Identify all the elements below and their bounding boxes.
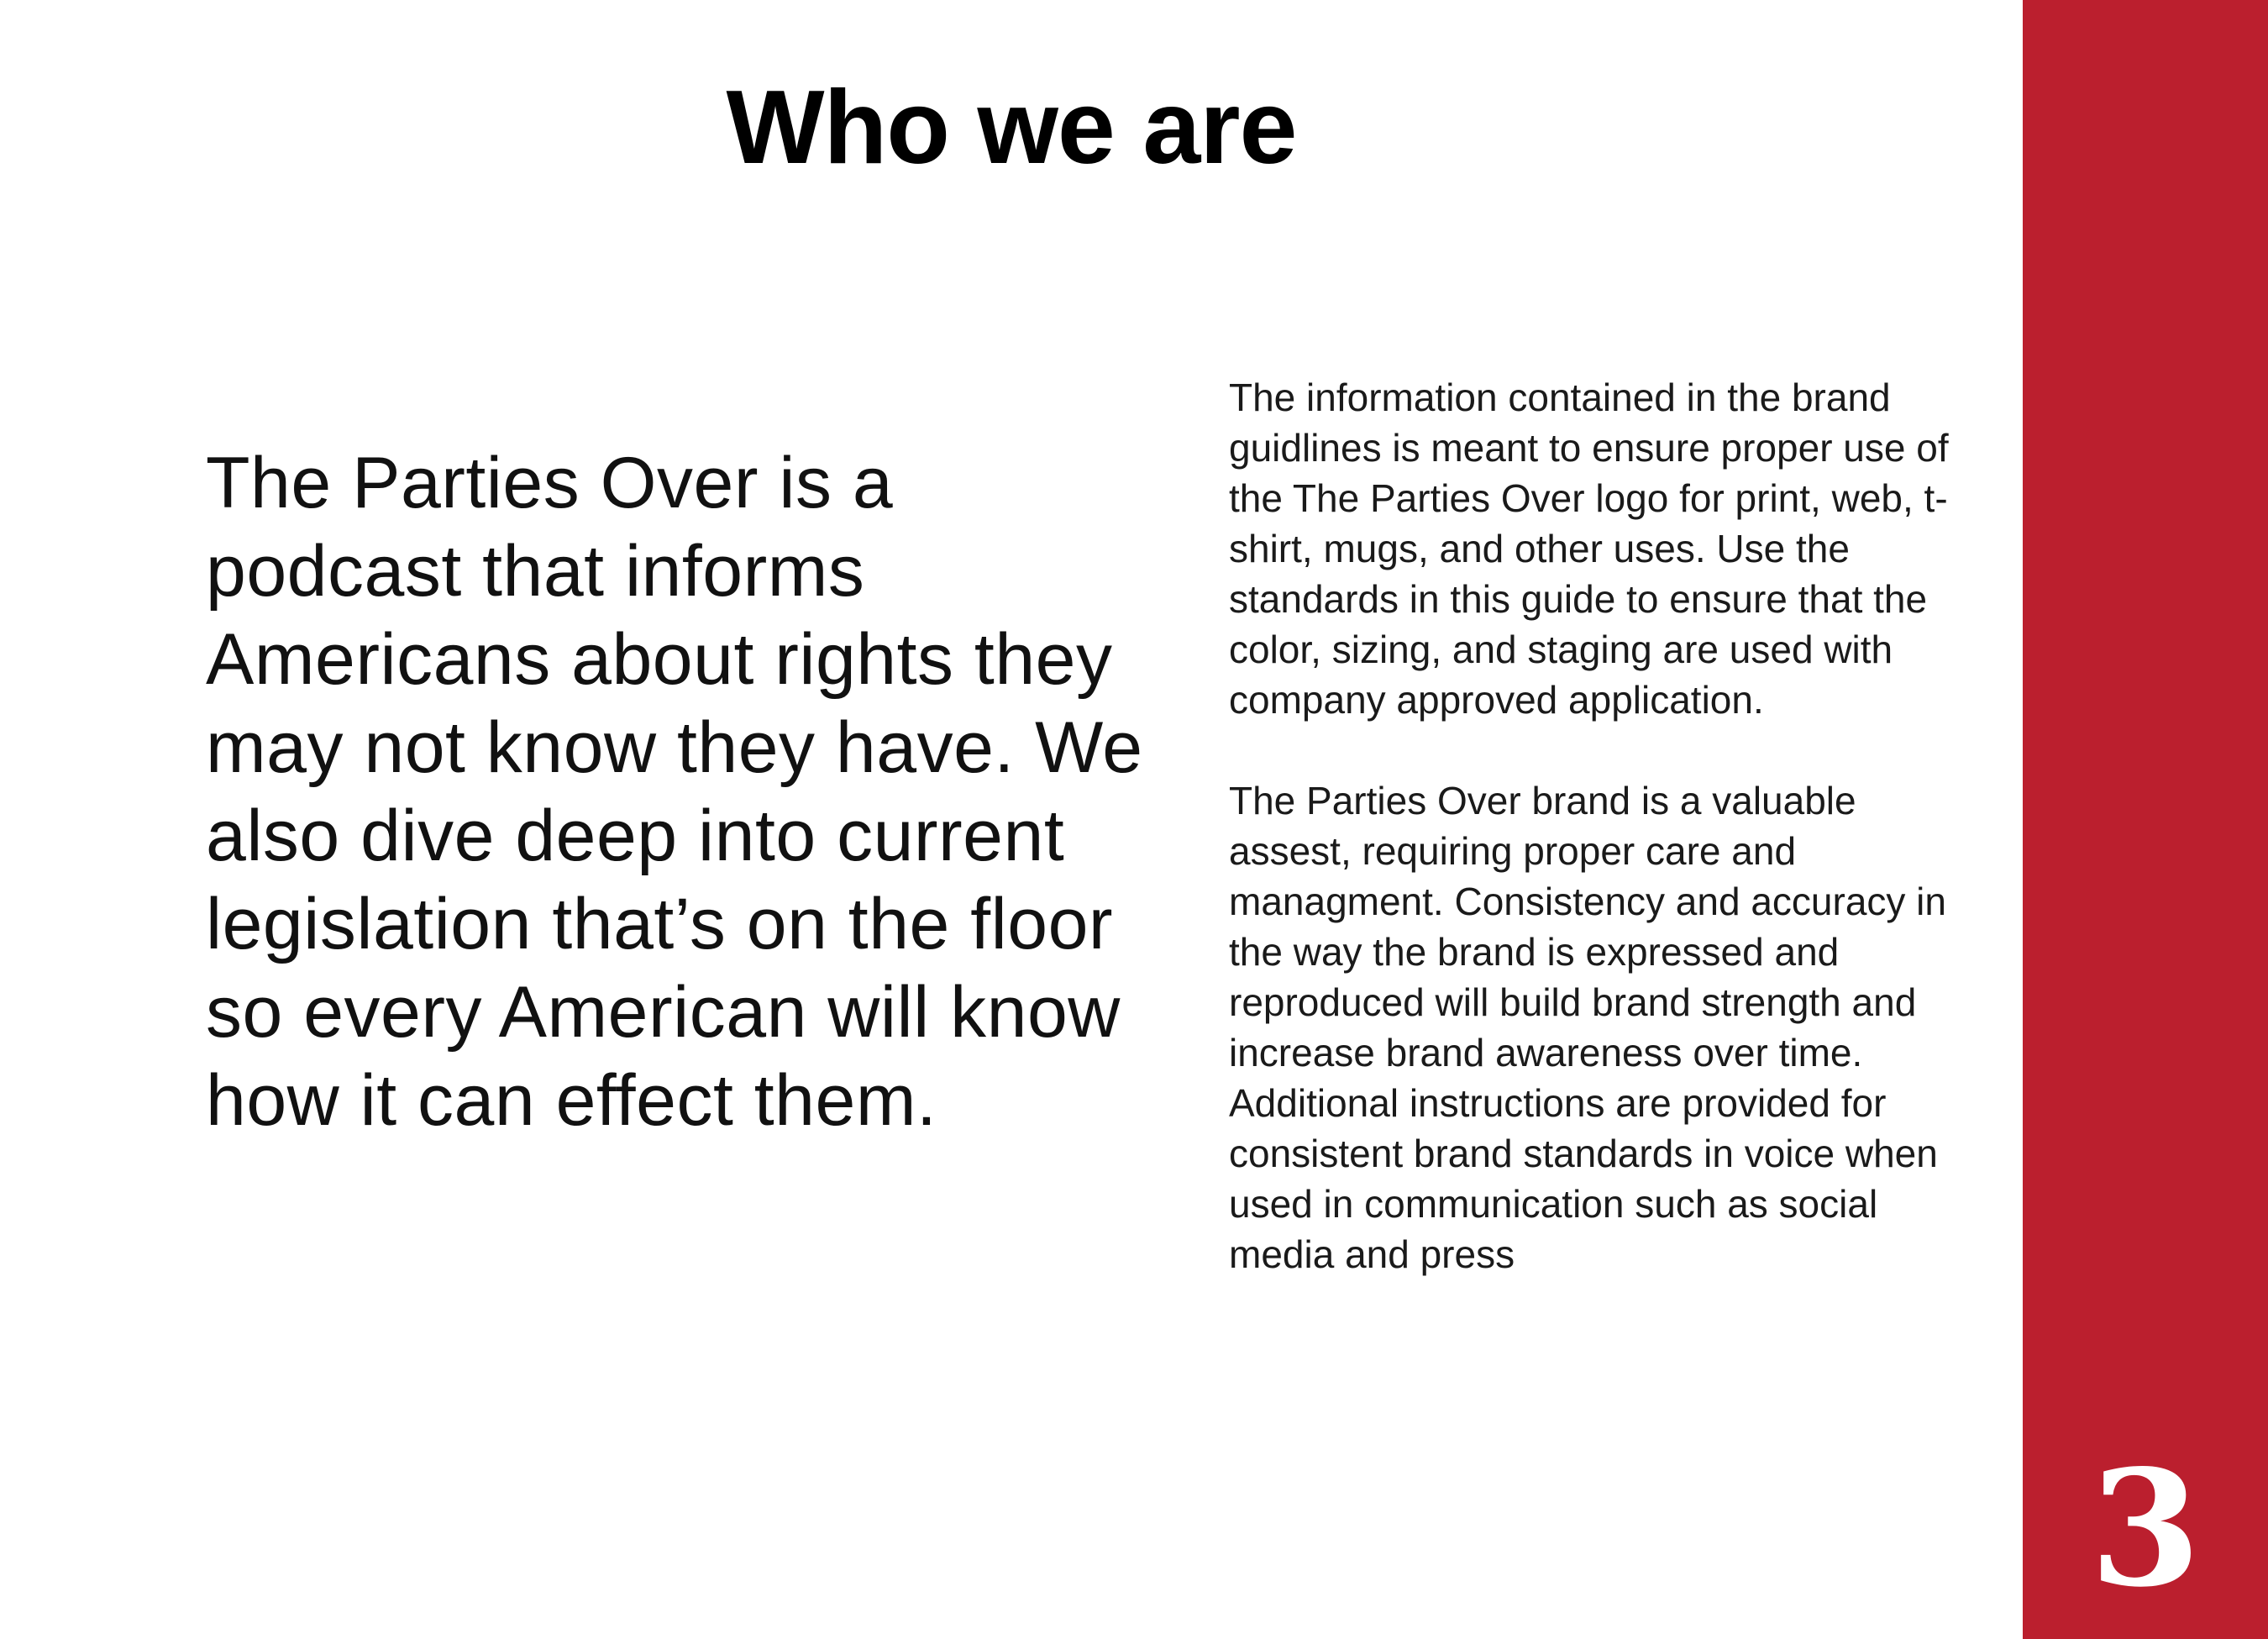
intro-statement: The Parties Over is a podcast that informs Americans about rights they may not know they have. We also dive deep into current legislation that’s on the floor so every American will know how it can effect them. [206,443,1143,1141]
brand-care-paragraph: The Parties Over brand is a valuable assest, requiring proper care and managment. Consistency and accuracy in the way the brand is expressed and reproduced will build brand strength and increase brand awareness over time. Additional instructions are provided for consistent brand standards in voice when used in communication such as social media and press [1229,779,1946,1276]
guidelines-paragraph: The information contained in the brand guidlines is meant to ensure proper use of the The Parties Over logo for print, web, t-shirt, mugs, and other uses. Use the standards in this guide to ensure that the color, sizing, and staging are used with company approved application. [1229,376,1949,722]
page-title: Who we are [726,70,1297,186]
page-number: 3 [2089,1435,2202,1622]
accent-side-bar [2023,0,2268,1639]
guidelines-text-column [1229,372,1960,1279]
